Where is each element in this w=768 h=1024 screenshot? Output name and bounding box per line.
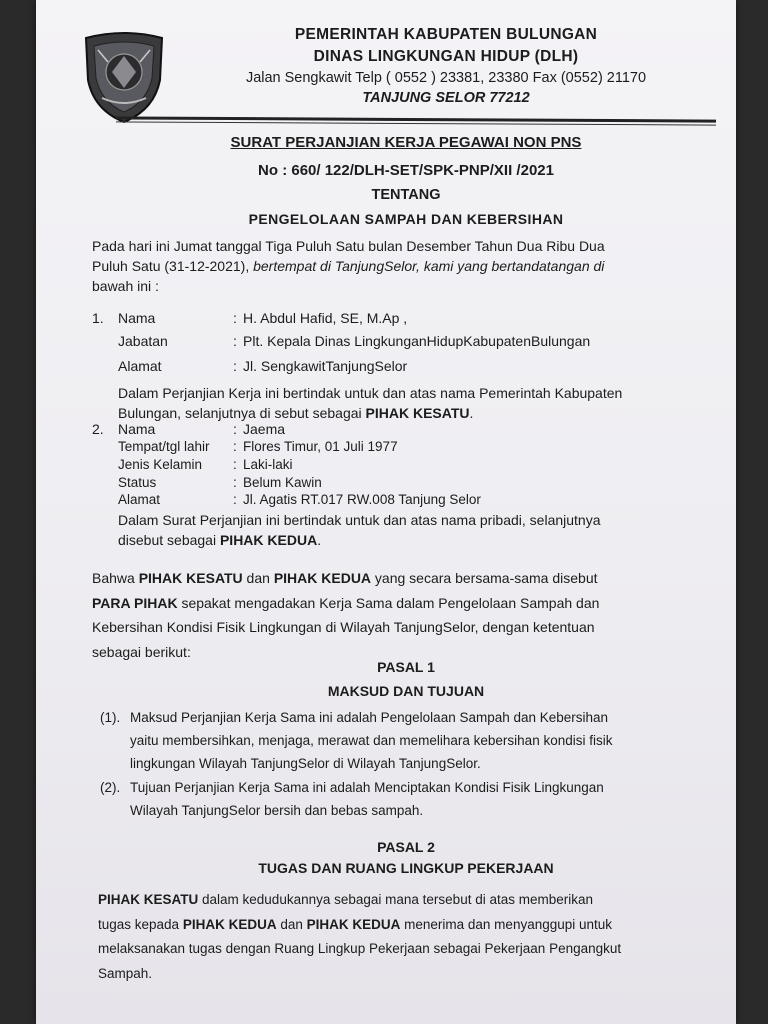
- field-value: H. Abdul Hafid, SE, M.Ap ,: [243, 310, 408, 326]
- item-marker: (2).: [100, 780, 121, 795]
- party2-desc-line: [118, 530, 736, 550]
- text-span: dalam kedudukannya sebagai mana tersebut di atas memberikan: [198, 892, 594, 907]
- party-term: PIHAK KEDUA: [273, 570, 372, 586]
- opening-line: bawah ini :: [92, 278, 159, 294]
- party2-desc-line: Dalam Surat Perjanjian ini bertindak untuk dan atas nama pribadi, selanjutnya: [118, 512, 601, 528]
- field-colon: :: [233, 421, 237, 437]
- text-span: tugas kepada: [98, 916, 183, 932]
- text-span: sepakat mengadakan Kerja Sama dalam Pengelolaan Sampah dan: [177, 594, 600, 611]
- field-value: Belum Kawin: [243, 475, 322, 490]
- party1-description: [118, 383, 736, 423]
- text-span: Bahwa: [92, 570, 139, 586]
- agreement-line: Kebersihan Kondisi Fisik Lingkungan di Wilayah TanjungSelor, dengan ketentuan: [92, 619, 595, 635]
- field-colon: :: [233, 358, 237, 374]
- field-colon: :: [233, 457, 237, 472]
- party1-number: 1.: [92, 310, 104, 326]
- pasal1-item-2: [100, 776, 736, 822]
- pasal2-line: [98, 888, 736, 913]
- field-value: Jl. Agatis RT.017 RW.008 Tanjung Selor: [243, 492, 481, 507]
- item-text: [130, 776, 736, 822]
- text-span: .: [469, 405, 474, 421]
- field-colon: :: [233, 333, 237, 349]
- item-line: Tujuan Perjanjian Kerja Sama ini adalah Menciptakan Kondisi Fisik Lingkungan: [130, 780, 604, 795]
- item-line: yaitu membersihkan, menjaga, merawat dan memelihara kebersihan kondisi fisik: [130, 733, 613, 748]
- pasal2-line: [98, 913, 736, 938]
- item-text: [130, 706, 736, 775]
- letterhead-government: PEMERINTAH KABUPATEN BULUNGAN: [294, 26, 598, 43]
- opening-line: Pada hari ini Jumat tanggal Tiga Puluh Satu bulan Desember Tahun Dua Ribu Dua: [92, 238, 605, 254]
- letterhead: [186, 26, 706, 106]
- document-about-label: TENTANG: [371, 187, 441, 203]
- party-term: PIHAK KEDUA: [306, 916, 401, 932]
- party-term: PIHAK KEDUA: [182, 916, 277, 932]
- pasal2-heading: PASAL 2: [377, 839, 435, 855]
- text-span: dan: [276, 916, 307, 932]
- pasal2-line: melaksanakan tugas dengan Ruang Lingkup Pekerjaan sebagai Pekerjaan Pengangkut: [98, 941, 622, 956]
- party1-desc-line: Dalam Perjanjian Kerja ini bertindak untuk dan atas nama Pemerintah Kabupaten: [118, 385, 623, 401]
- party1-designation: PIHAK KESATU: [365, 405, 470, 421]
- opening-date: Puluh Satu (31-12-2021),: [92, 258, 254, 274]
- party-term: PARA PIHAK: [92, 594, 178, 611]
- opening-place: bertempat di TanjungSelor, kami yang bertandatangan di: [253, 258, 605, 274]
- document-subject: PENGELOLAAN SAMPAH DAN KEBERSIHAN: [248, 211, 564, 227]
- text-span: disebut sebagai: [118, 532, 220, 548]
- field-label: Tempat/tgl lahir: [118, 439, 210, 454]
- party-term: PIHAK KESATU: [138, 570, 243, 586]
- item-line: Wilayah TanjungSelor bersih dan bebas sampah.: [130, 803, 424, 818]
- party-term: PIHAK KESATU: [98, 892, 199, 907]
- pasal1-heading: PASAL 1: [377, 659, 435, 675]
- text-span: menerima dan menyanggupi untuk: [400, 916, 613, 932]
- letterhead-city: TANJUNG SELOR 77212: [362, 90, 530, 106]
- field-label: Alamat: [118, 358, 162, 374]
- pasal2-paragraph: [98, 888, 736, 986]
- field-colon: :: [233, 310, 237, 326]
- opening-paragraph: [92, 236, 736, 296]
- field-colon: :: [233, 475, 237, 490]
- document-title: SURAT PERJANJIAN KERJA PEGAWAI NON PNS: [230, 134, 582, 151]
- party1-desc-line: [118, 403, 736, 423]
- field-label: Status: [118, 475, 157, 490]
- field-label: Nama: [118, 421, 156, 437]
- agreement-paragraph: [92, 566, 736, 664]
- pasal2-line: Sampah.: [98, 965, 153, 981]
- field-value: Jaema: [243, 421, 286, 437]
- opening-line: [92, 256, 736, 276]
- field-value: Flores Timur, 01 Juli 1977: [243, 439, 398, 454]
- agreement-line: [92, 591, 736, 616]
- document-number: No : 660/ 122/DLH-SET/SPK-PNP/XII /2021: [258, 162, 554, 179]
- letterhead-agency: DINAS LINGKUNGAN HIDUP (DLH): [313, 48, 579, 65]
- text-span: dan: [242, 570, 274, 586]
- text-span: .: [317, 532, 322, 548]
- field-colon: :: [233, 492, 237, 507]
- pasal2-title: TUGAS DAN RUANG LINGKUP PEKERJAAN: [258, 860, 554, 876]
- field-label: Jabatan: [118, 333, 168, 349]
- field-label: Alamat: [118, 492, 161, 507]
- text-span: Bulungan, selanjutnya di sebut sebagai: [118, 405, 366, 421]
- item-line: lingkungan Wilayah TanjungSelor di Wilayah TanjungSelor.: [130, 756, 481, 771]
- pasal1-item-1: [100, 706, 736, 775]
- field-label: Nama: [118, 310, 156, 326]
- party2-designation: PIHAK KEDUA: [219, 532, 318, 548]
- letterhead-address: Jalan Sengkawit Telp ( 0552 ) 23381, 23380 Fax (0552) 21170: [245, 70, 647, 86]
- document-page: [36, 0, 736, 1024]
- agreement-line: sebagai berikut:: [92, 643, 191, 660]
- party2-number: 2.: [92, 421, 104, 437]
- item-line: Maksud Perjanjian Kerja Sama ini adalah Pengelolaan Sampah dan Kebersihan: [130, 710, 609, 725]
- field-label: Jenis Kelamin: [118, 457, 203, 472]
- field-value: Jl. SengkawitTanjungSelor: [243, 358, 408, 374]
- field-value: Laki-laki: [243, 457, 293, 472]
- pasal1-title: MAKSUD DAN TUJUAN: [327, 683, 485, 699]
- item-marker: (1).: [100, 710, 121, 725]
- text-span: yang secara bersama-sama disebut: [371, 570, 598, 586]
- kabupaten-bulungan-emblem: [82, 28, 166, 124]
- field-colon: :: [233, 439, 237, 454]
- agreement-line: [92, 566, 736, 591]
- field-value: Plt. Kepala Dinas LingkunganHidupKabupatenBulungan: [243, 333, 591, 349]
- party2-description: [118, 510, 736, 550]
